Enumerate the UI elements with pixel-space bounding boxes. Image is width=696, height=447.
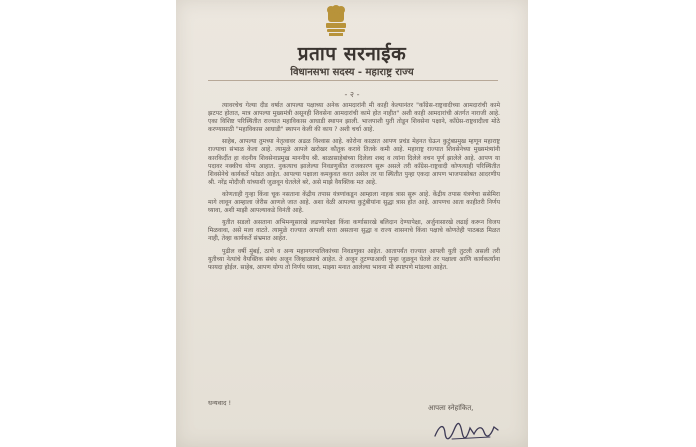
paragraph-4: युतीत सडलो असताना अभिमन्यूसारखे लढण्यापेक्षा किंवा कर्णासारखे बलिदान देण्यापेक्षा, अर्जुनासारखे लढाई करून विजय मिळवावा, असे मला वाटते. त्यामुळे राज्यात आपली सत्ता असताना सुद्धा व राज्य शासनाचे किंवा पक्षाचे कोणतेही पाठबळ मिळत नाही, तेव्हा कार्यकर्ते संभ्रमात आहेत. (208, 219, 500, 243)
letterhead-name: प्रताप सरनाईक (297, 43, 407, 65)
paragraph-2: साहेब, आपल्या तुमच्या नेतृत्वावर अढळ विश्वास आहे. कोरोना काळात आपण प्रचंड मेहनत घेऊन कुटुंबप्रमुख म्हणून महाराष्ट्र राज्याचा संभाळ केला आहे. त्यामुळे आपले खरोखर कौतुक करावे तितके कमी आहे. महाराष्ट्र राज्यात शिवसेनेच्या मुख्यमंत्र्यांनी कारकिर्दीत हा वंदनीय शिवसेनाप्रमुख माननीय श्री. बाळासाहेबांच्या दिलेला शब्द व त्यांना दिलेले वचन पूर्ण झालेले आहे. आपण या पदावर नक्कीच योग्य आहात. नुकत्याच झालेल्या निवडणुकीत राजकारण सुरू असले तरी काँग्रेस-राष्ट्रवादी कोणत्याही परिस्थितीत शिवसेनेचे कार्यकर्ते फोडत आहेत. आपल्या पक्षाला कमकुवत करत असेल तर या स्थितीत पुन्हा एकदा आपण भाजपासोबत आदरणीय श्री. नरेंद्र मोदीजी यांच्याशी जुळवून घेतलेले बरे, असे माझे वैयक्तिक मत आहे. (208, 138, 500, 186)
closing-thanks: धन्यवाद ! (208, 399, 232, 407)
paragraph-1: त्यावरचेच गेल्या दीड वर्षात आपल्या पक्षाच्या अनेक आमदारांनी मी काही केल्यानंतर "काँग्रेस-राष्ट्रवादीच्या आमदारांची कामे झटपट होतात, मात्र आपल्या मुख्यमंत्री असूनही शिवसेना आमदारांची कामे होत नाहीत" अशी काही आमदारांची अंतर्गत नाराजी आहे. एका विशिष्ट परिस्थितीत राज्यात महाविकास आघाडी स्थापन झाली. भाजपाशी युती तोडून शिवसेना पक्षाने, काँग्रेस-राष्ट्रवादीला मोठे करण्यासाठी "महाविकास आघाडी" स्थापन केली की काय ? अशी चर्चा आहे. (208, 102, 500, 134)
paragraph-5: पुढील वर्षी मुंबई, ठाणे व अन्य महानगरपालिकांच्या निवडणुका आहेत. आतापर्यंत राज्यात आपली युती तुटली असली तरी युतीच्या नेत्यांचे वैयक्तिक संबंध अजून जिव्हाळ्याचे आहेत. ते अजून तुटण्याआधी पुन्हा जुळवून घेतले तर पक्षाला आणि कार्यकर्त्यांना फायदा होईल. साहेब, आपण योग्य तो निर्णय घ्यावा, माझ्या मनात आलेल्या भावना मी स्पष्टपणे मांडल्या आहेत. (208, 247, 500, 271)
header-divider (208, 80, 498, 81)
letter-body (208, 102, 500, 276)
signature-icon (432, 418, 502, 444)
national-emblem-icon (323, 4, 349, 40)
closing-salutation: आपला स्नेहांकित, (428, 404, 474, 412)
paragraph-3: कोणताही गुन्हा किंवा चूक नसताना केंद्रीय तपास यंत्रणांकडून आम्हाला नाहक त्रास सुरू आहे. केंद्रीय तपास यंत्रणेचा ससेमिरा मागे लावून आम्हाला जेरीस आणले जात आहे. अशा वेळी आपल्या कुटुंबीयांना सुद्धा त्रास होत आहे. आपणच आता काहीतरी निर्णय घ्यावा, अशी माझी आपल्याकडे विनंती आहे. (208, 190, 500, 215)
page-marker: - २ - (344, 90, 360, 99)
letterhead-designation: विधानसभा सदस्य - महाराष्ट्र राज्य (290, 67, 414, 78)
